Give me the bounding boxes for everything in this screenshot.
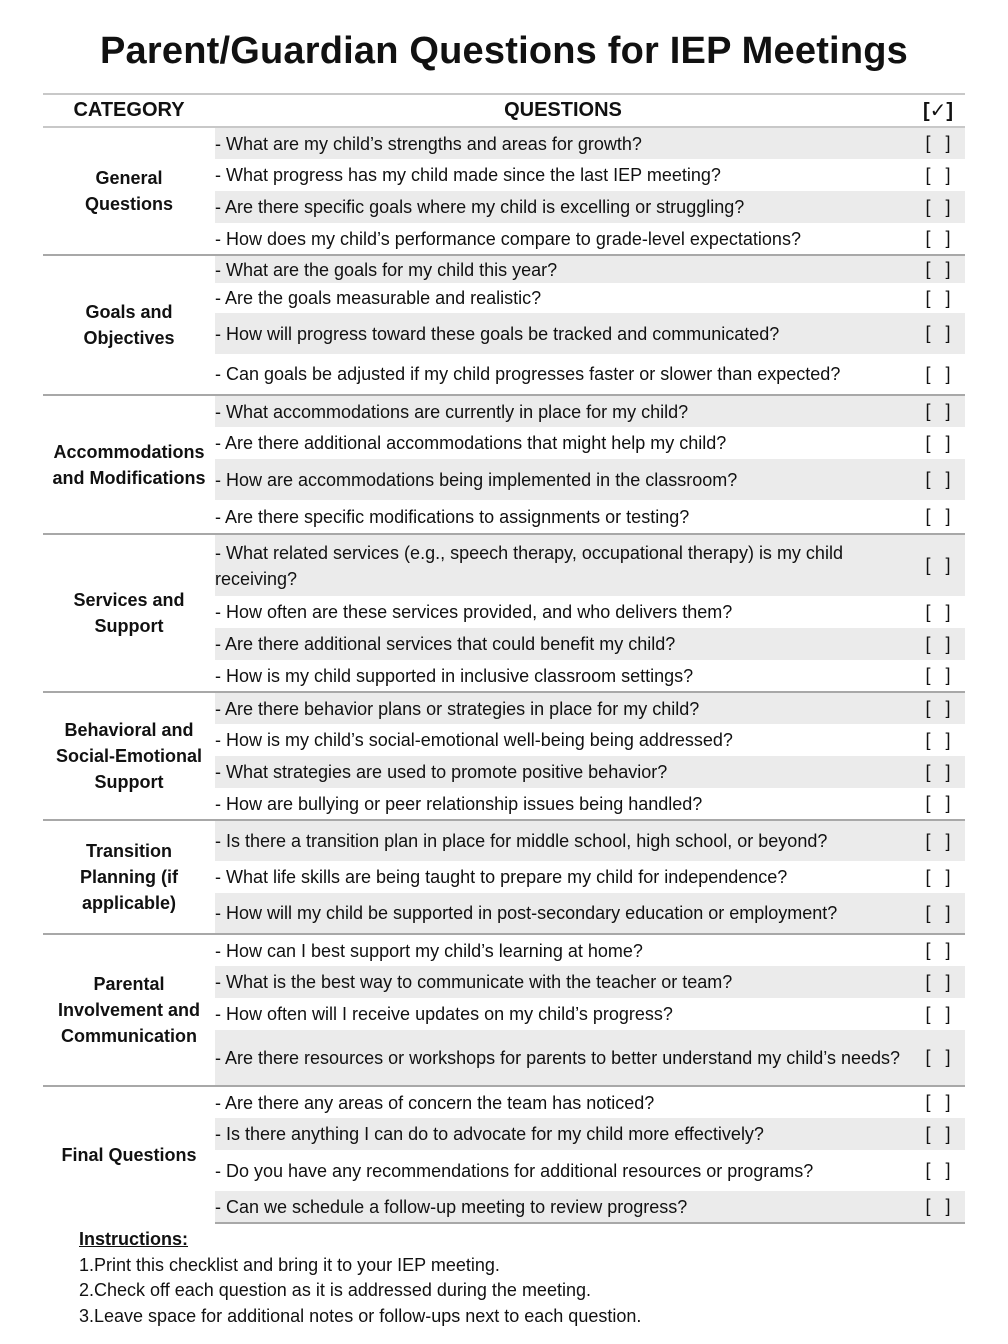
instructions-heading: Instructions: — [79, 1229, 189, 1249]
instructions — [79, 1227, 641, 1329]
question-rows — [43, 127, 965, 1223]
checkbox[interactable]: [ ] — [925, 793, 951, 813]
question-text: - How often will I receive updates on my child’s progress? — [215, 1004, 673, 1024]
checkbox[interactable]: [ ] — [925, 729, 951, 750]
checkbox[interactable]: [ ] — [925, 601, 951, 622]
checkbox[interactable]: [ ] — [911, 628, 965, 660]
question-text: - Do you have any recommendations for additional resources or programs? — [215, 1160, 814, 1181]
category-label-text: Transition Planning (if applicable) — [80, 841, 178, 913]
question-row — [43, 127, 965, 159]
question-row — [43, 1086, 965, 1118]
checkbox[interactable]: [ ] — [911, 934, 965, 966]
category-label — [43, 127, 215, 255]
instruction-step: 1.Print this checklist and bring it to your IEP meeting. — [79, 1254, 500, 1275]
question-text: - How is my child supported in inclusive classroom settings? — [215, 665, 694, 686]
checkbox[interactable]: [ ] — [925, 164, 951, 185]
question-row — [43, 692, 965, 724]
question-text: - What is the best way to communicate with the teacher or team? — [215, 966, 911, 998]
category-header: CATEGORY — [43, 95, 215, 127]
question-text: - How are bullying or peer relationship issues being handled? — [215, 793, 703, 814]
check-header: [✓] — [911, 95, 965, 127]
checkbox[interactable]: [ ] — [925, 506, 951, 526]
category-label — [43, 820, 215, 934]
checkbox[interactable]: [ ] — [911, 395, 965, 427]
question-text: - How can I best support my child’s learning at home? — [215, 934, 911, 966]
question-text: - Are there specific goals where my child is excelling or struggling? — [215, 191, 911, 223]
category-label-text: Final Questions — [61, 1145, 197, 1165]
category-label — [43, 934, 215, 1086]
question-text: - Are there resources or workshops for parents to better understand my child’s needs? — [215, 1030, 911, 1086]
checkbox[interactable]: [ ] — [911, 1118, 965, 1150]
question-text: - What life skills are being taught to prepare my child for independence? — [215, 867, 788, 887]
checkbox[interactable]: [ ] — [925, 363, 951, 384]
question-table — [43, 95, 965, 1224]
checkbox[interactable]: [ ] — [911, 127, 965, 159]
category-label-text: Services and Support — [73, 590, 185, 636]
question-row — [43, 255, 965, 283]
checkbox[interactable]: [ ] — [925, 228, 951, 248]
question-text: - What related services (e.g., speech therapy, occupational therapy) is my child receiving? — [215, 534, 911, 596]
question-text: - What are the goals for my child this year? — [215, 255, 911, 283]
checkbox[interactable]: [ ] — [911, 191, 965, 223]
question-text: - How are accommodations being implemented in the classroom? — [215, 459, 911, 500]
question-text: - Are there behavior plans or strategies in place for my child? — [215, 692, 911, 724]
questions-header: QUESTIONS — [215, 95, 911, 127]
question-row — [43, 395, 965, 427]
checkbox[interactable]: [ ] — [911, 459, 965, 500]
category-label-text: Goals and Objectives — [83, 302, 175, 348]
question-text: - How will my child be supported in post-secondary education or employment? — [215, 893, 911, 934]
question-text: - How often are these services provided, and who delivers them? — [215, 602, 733, 622]
question-text: - Can we schedule a follow-up meeting to review progress? — [215, 1191, 911, 1223]
page-title: Parent/Guardian Questions for IEP Meetings — [100, 30, 908, 72]
checkbox[interactable]: [ ] — [925, 665, 951, 685]
checkbox[interactable]: [ ] — [911, 313, 965, 354]
checkbox[interactable]: [ ] — [911, 756, 965, 788]
instruction-step: 2.Check off each question as it is addressed during the meeting. — [79, 1280, 591, 1300]
question-text: - Are there additional accommodations that might help my child? — [215, 433, 727, 453]
question-text: - What are my child’s strengths and areas for growth? — [215, 127, 911, 159]
checkbox[interactable]: [ ] — [911, 255, 965, 283]
question-text: - Is there anything I can do to advocate for my child more effectively? — [215, 1118, 911, 1150]
question-row — [43, 820, 965, 861]
category-label — [43, 1086, 215, 1223]
table-header-row — [43, 95, 965, 127]
question-text: - How is my child’s social-emotional well-being being addressed? — [215, 730, 733, 750]
checkbox[interactable]: [ ] — [911, 1086, 965, 1118]
question-row — [43, 534, 965, 596]
question-text: - Are the goals measurable and realistic? — [215, 288, 542, 308]
category-label-text: Accommodations and Modifications — [52, 441, 206, 488]
question-text: - Are there specific modifications to assignments or testing? — [215, 506, 690, 527]
checkbox[interactable]: [ ] — [911, 820, 965, 861]
category-label-text: General Questions — [84, 168, 173, 214]
question-text: - How will progress toward these goals be tracked and communicated? — [215, 313, 911, 354]
checkbox[interactable]: [ ] — [911, 966, 965, 998]
checkbox[interactable]: [ ] — [911, 534, 965, 596]
instruction-step: 3.Leave space for additional notes or follow-ups next to each question. — [79, 1305, 642, 1326]
question-text: - What strategies are used to promote positive behavior? — [215, 756, 911, 788]
checkbox[interactable]: [ ] — [911, 1191, 965, 1223]
checkbox[interactable]: [ ] — [925, 287, 951, 308]
checkbox[interactable]: [ ] — [911, 1030, 965, 1086]
question-text: - Are there additional services that could benefit my child? — [215, 628, 911, 660]
question-text: - Is there a transition plan in place for middle school, high school, or beyond? — [215, 820, 911, 861]
checkbox[interactable]: [ ] — [911, 692, 965, 724]
checkbox[interactable]: [ ] — [925, 432, 951, 453]
category-label — [43, 395, 215, 534]
question-text: - Can goals be adjusted if my child progresses faster or slower than expected? — [215, 364, 841, 384]
question-text: - What progress has my child made since the last IEP meeting? — [215, 165, 721, 185]
category-label — [43, 692, 215, 820]
question-text: - How does my child’s performance compare to grade-level expectations? — [215, 228, 801, 249]
question-text: - What accommodations are currently in place for my child? — [215, 395, 911, 427]
checkbox[interactable]: [ ] — [925, 866, 951, 887]
question-text: - Are there any areas of concern the team has noticed? — [215, 1086, 911, 1118]
category-label-text: Behavioral and Social-Emotional Support — [55, 720, 203, 792]
checkbox[interactable]: [ ] — [911, 893, 965, 934]
question-row — [43, 934, 965, 966]
category-label — [43, 255, 215, 395]
checkbox[interactable]: [ ] — [925, 1003, 951, 1024]
checkbox[interactable]: [ ] — [925, 1160, 951, 1180]
category-label-text: Parental Involvement and Communication — [57, 974, 201, 1046]
category-label — [43, 534, 215, 692]
